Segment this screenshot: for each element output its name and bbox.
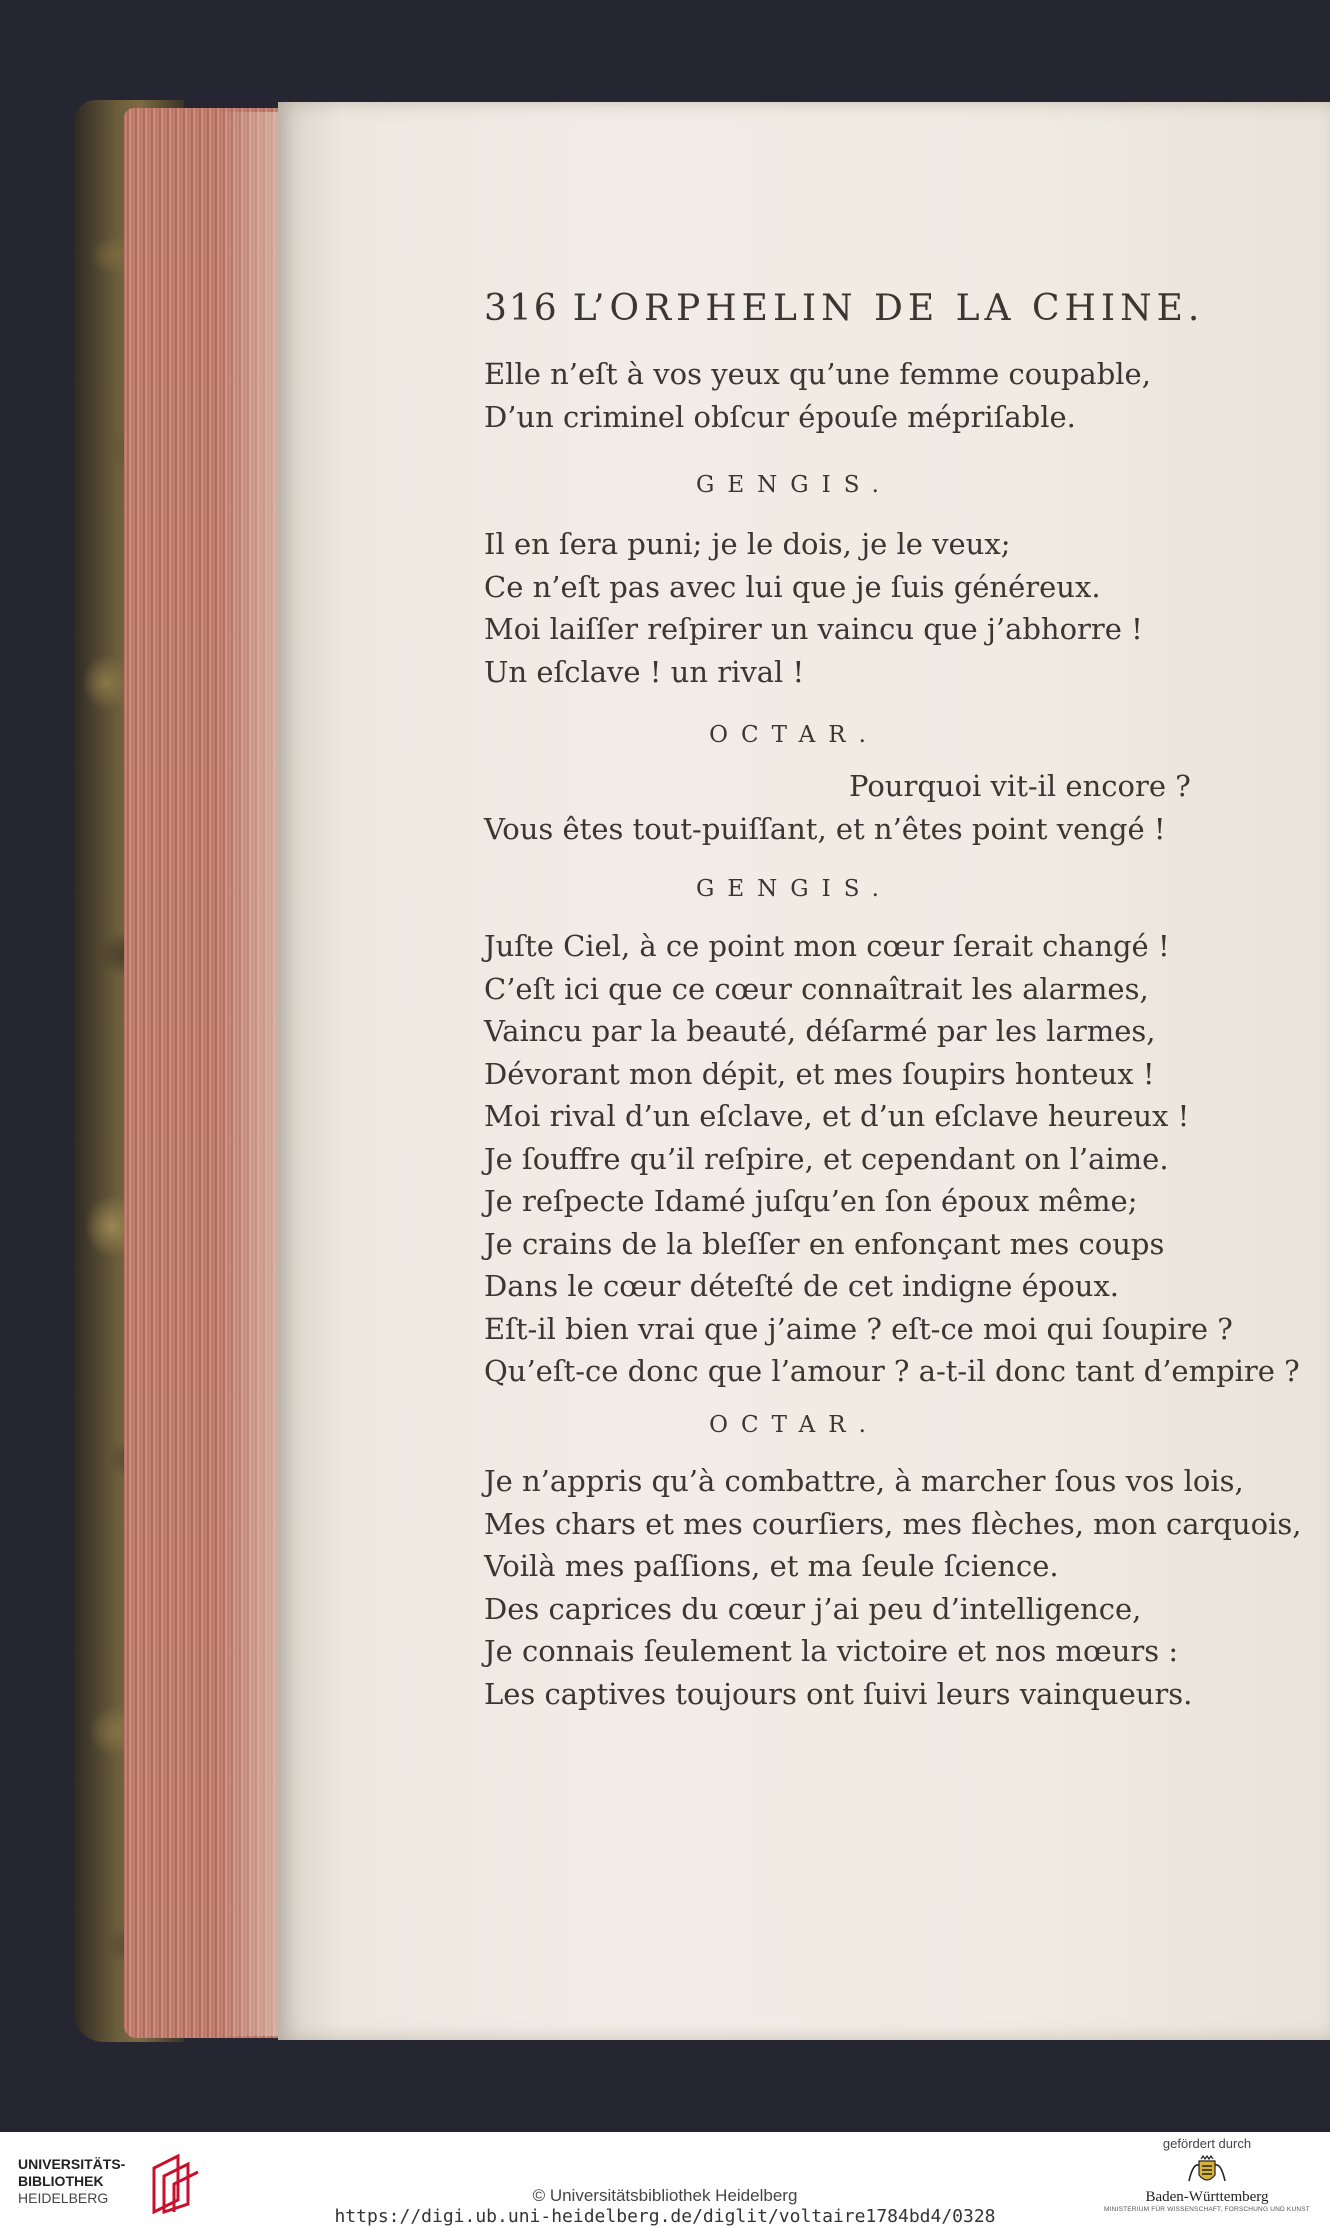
verse-block (484, 1460, 1304, 1715)
verse-line: Dévorant mon dépit, et mes ſoupirs honteux ! (484, 1056, 1155, 1091)
verse-line: Mes chars et mes courſiers, mes flèches, mon carquois, (484, 1506, 1302, 1541)
verse-line: Les captives toujours ont ſuivi leurs vainqueurs. (484, 1676, 1193, 1711)
verse-line: Moi rival d’un eſclave, et d’un eſclave heureux ! (484, 1099, 1190, 1133)
page-edge-highlight (218, 112, 284, 2036)
sponsor-subtitle: MINISTERIUM FÜR WISSENSCHAFT, FORSCHUNG UND KUNST (1104, 2206, 1310, 2213)
verse-line: C’eſt ici que ce cœur connaîtrait les alarmes, (484, 971, 1149, 1006)
verse-block (484, 353, 1304, 438)
verse-line: Je n’appris qu’à combattre, à marcher ſous vos lois, (484, 1464, 1244, 1498)
verse-line: D’un criminel obſcur épouſe mépriſable. (484, 399, 1076, 434)
library-logo-line1: UNIVERSITÄTS- (18, 2156, 126, 2172)
library-logo-line2: BIBLIOTHEK (18, 2173, 104, 2189)
verse-line: Ce n’eſt pas avec lui que je ſuis généreux. (484, 569, 1101, 604)
sponsor-name: Baden-Württemberg (1145, 2189, 1269, 2205)
verse-line: Dans le cœur déteſté de cet indigne époux. (484, 1269, 1120, 1303)
book-page (278, 102, 1330, 2040)
verse-line: Pourquoi vit-il encore ? (849, 769, 1191, 803)
sponsor-block[interactable] (1102, 2136, 1312, 2226)
verse-line: Qu’eſt-ce donc que l’amour ? a-t-il donc tant d’empire ? (484, 1354, 1300, 1388)
verse-line: Eſt-il bien vrai que j’aime ? eſt-ce moi qui ſoupire ? (484, 1311, 1233, 1346)
running-head (484, 288, 1304, 329)
verse-line: Je crains de la bleſſer en enfonçant mes coups (484, 1226, 1165, 1261)
verse-line: Vaincu par la beauté, déſarmé par les larmes, (484, 1014, 1156, 1048)
viewer-footer (0, 2132, 1330, 2228)
verse-line: Il en ſera puni; je le dois, je le veux; (484, 527, 1011, 561)
verse-line: Je reſpecte Idamé juſqu’en ſon époux même; (484, 1184, 1138, 1218)
verse-line: Un eſclave ! un rival ! (484, 654, 805, 689)
verse-line: Je ſouffre qu’il reſpire, et cependant on l’aime. (484, 1141, 1169, 1176)
verse-line: Juſte Ciel, à ce point mon cœur ſerait changé ! (484, 929, 1170, 963)
page-number: 316 (484, 288, 559, 329)
library-logo-line3: HEIDELBERG (18, 2190, 109, 2206)
verse-line: Vous êtes tout-puiſſant, et n’êtes point vengé ! (484, 811, 1166, 846)
verse-line: Je connais ſeulement la victoire et nos mœurs : (484, 1634, 1179, 1668)
permalink[interactable]: https://digi.ub.uni-heidelberg.de/diglit/voltaire1784bd4/0328 (334, 2206, 996, 2227)
page-text (278, 102, 1330, 2040)
verse-line: Moi laiſſer reſpirer un vaincu que j’abhorre ! (484, 612, 1143, 646)
sponsor-label: gefördert durch (1162, 2136, 1252, 2151)
verse-line: Des caprices du cœur j’ai peu d’intelligence, (484, 1591, 1142, 1626)
speaker-name: OCTAR. (709, 1412, 879, 1438)
baden-wuerttemberg-coat-of-arms-icon (1185, 2155, 1229, 2189)
verse-block (484, 765, 1304, 850)
verse-block (484, 925, 1304, 1393)
running-title: L’ORPHELIN DE LA CHINE. (572, 288, 1205, 329)
speaker-name: GENGIS. (696, 472, 892, 498)
speaker-name: OCTAR. (709, 722, 879, 748)
verse-line: Elle n’eſt à vos yeux qu’une femme coupable, (484, 357, 1151, 391)
verse-line: Voilà mes paſſions, et ma ſeule ſcience. (484, 1549, 1059, 1583)
copyright-notice: © Universitätsbibliothek Heidelberg (532, 2186, 798, 2205)
speaker-name: GENGIS. (696, 876, 892, 902)
verse-block (484, 523, 1304, 693)
